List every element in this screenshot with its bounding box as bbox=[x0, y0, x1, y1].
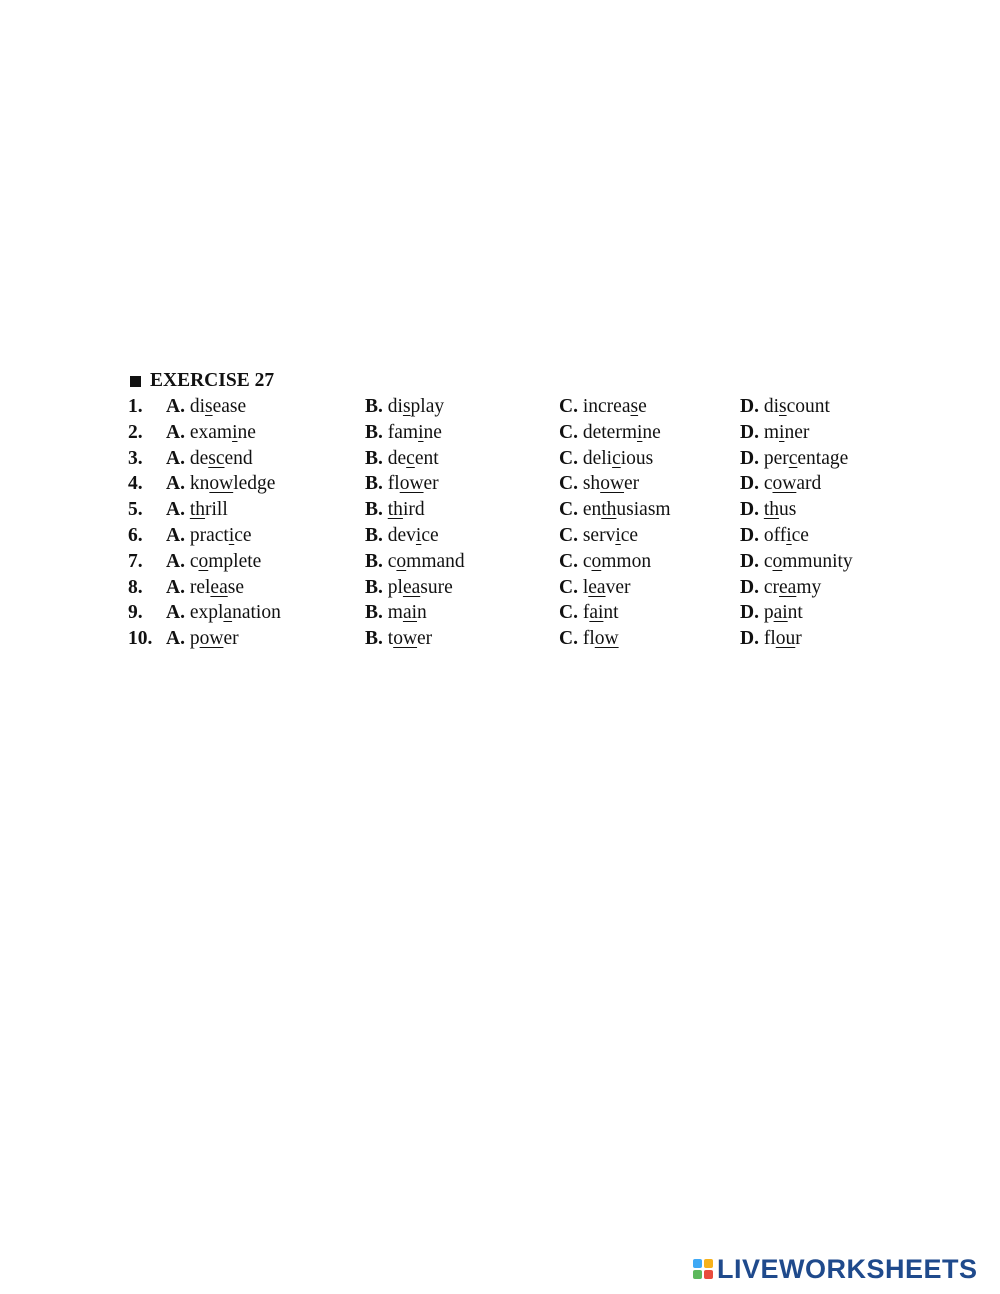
word-part: ner bbox=[784, 421, 810, 443]
underlined-sound: c bbox=[406, 447, 415, 469]
word-part: mplete bbox=[208, 550, 262, 572]
option-letter: B. bbox=[365, 473, 383, 495]
underlined-sound: i bbox=[636, 421, 643, 443]
question-row bbox=[128, 420, 810, 446]
option-letter: A. bbox=[166, 550, 185, 572]
word-part: rill bbox=[205, 499, 228, 521]
option-letter: D. bbox=[740, 396, 759, 417]
word-part: determ bbox=[582, 421, 637, 443]
underlined-sound: ow bbox=[399, 473, 424, 495]
word-part: er bbox=[624, 473, 640, 495]
underlined-sound: th bbox=[387, 499, 403, 521]
word-part: entage bbox=[797, 447, 849, 469]
answer-option bbox=[365, 523, 439, 549]
question-row bbox=[128, 626, 802, 652]
answer-option bbox=[559, 626, 619, 652]
option-letter: C. bbox=[559, 576, 578, 598]
word-part: m bbox=[763, 421, 780, 443]
word-part: de bbox=[387, 447, 407, 469]
word-part: usiasm bbox=[616, 499, 671, 521]
word-part: rel bbox=[189, 576, 211, 598]
underlined-sound: i bbox=[228, 524, 235, 546]
word-part: fam bbox=[387, 421, 419, 443]
question-row bbox=[128, 394, 830, 420]
word-part: fl bbox=[387, 473, 400, 495]
underlined-sound: i bbox=[415, 524, 422, 546]
option-letter: C. bbox=[559, 602, 578, 624]
word-part: us bbox=[779, 499, 797, 521]
option-letter: A. bbox=[166, 576, 185, 598]
option-letter: C. bbox=[559, 421, 578, 443]
word-part: mmon bbox=[601, 550, 652, 572]
option-letter: D. bbox=[740, 576, 759, 598]
answer-option bbox=[740, 394, 830, 420]
question-number: 1. bbox=[128, 396, 143, 417]
underlined-sound: ai bbox=[773, 602, 788, 624]
answer-option bbox=[740, 626, 802, 652]
word-part: ent bbox=[414, 447, 439, 469]
option-letter: B. bbox=[365, 524, 383, 546]
word-part: ease bbox=[212, 396, 247, 417]
underlined-sound: o bbox=[772, 550, 783, 572]
word-part: ce bbox=[421, 524, 439, 546]
answer-option bbox=[365, 420, 442, 446]
option-letter: D. bbox=[740, 473, 759, 495]
question-row bbox=[128, 523, 809, 549]
underlined-sound: i bbox=[232, 421, 238, 443]
question-number: 10. bbox=[128, 628, 153, 650]
answer-option bbox=[365, 575, 453, 601]
underlined-sound: i bbox=[779, 421, 785, 443]
underlined-sound: i bbox=[786, 524, 792, 546]
underlined-sound: ou bbox=[775, 628, 796, 650]
underlined-sound: ea bbox=[402, 576, 421, 598]
question-number: 8. bbox=[128, 576, 143, 598]
option-letter: B. bbox=[365, 396, 383, 417]
answer-option bbox=[559, 394, 647, 420]
underlined-sound: ea bbox=[779, 576, 797, 598]
word-part: t bbox=[387, 628, 394, 650]
answer-option bbox=[365, 497, 425, 523]
word-part: er bbox=[423, 473, 439, 495]
word-part: ledge bbox=[233, 473, 276, 495]
option-letter: B. bbox=[365, 628, 383, 650]
word-part: mmunity bbox=[782, 550, 853, 572]
option-letter: A. bbox=[166, 396, 185, 417]
word-part: c bbox=[189, 550, 199, 572]
option-letter: B. bbox=[365, 421, 383, 443]
option-letter: C. bbox=[559, 550, 578, 572]
word-part: f bbox=[582, 602, 590, 624]
word-part: ard bbox=[796, 473, 822, 495]
word-part: c bbox=[763, 550, 773, 572]
underlined-sound: sc bbox=[208, 447, 225, 469]
question-row bbox=[128, 549, 853, 575]
answer-option bbox=[166, 471, 275, 497]
question-row bbox=[128, 471, 822, 497]
question-number: 9. bbox=[128, 602, 143, 624]
answer-option bbox=[740, 446, 848, 472]
word-part: pl bbox=[387, 576, 403, 598]
underlined-sound: ow bbox=[772, 473, 797, 495]
word-part: sure bbox=[420, 576, 453, 598]
underlined-sound: ow bbox=[600, 473, 625, 495]
underlined-sound: ai bbox=[402, 602, 418, 624]
underlined-sound: ow bbox=[199, 628, 224, 650]
word-part: serv bbox=[582, 524, 616, 546]
option-letter: B. bbox=[365, 602, 383, 624]
word-part: nt bbox=[603, 602, 619, 624]
word-part: dev bbox=[387, 524, 416, 546]
answer-option bbox=[365, 549, 465, 575]
answer-option bbox=[559, 523, 638, 549]
question-number: 5. bbox=[128, 499, 143, 521]
word-part: expl bbox=[189, 602, 224, 624]
option-letter: A. bbox=[166, 421, 185, 443]
word-part: m bbox=[387, 602, 403, 624]
option-letter: C. bbox=[559, 628, 578, 650]
word-part: p bbox=[189, 628, 200, 650]
answer-option bbox=[559, 600, 619, 626]
option-letter: B. bbox=[365, 499, 383, 521]
word-part: c bbox=[763, 473, 773, 495]
word-part: pract bbox=[189, 524, 229, 546]
option-letter: C. bbox=[559, 499, 578, 521]
answer-option bbox=[559, 420, 661, 446]
underlined-sound: o bbox=[396, 550, 407, 572]
word-part: ce bbox=[234, 524, 252, 546]
word-part: ious bbox=[620, 447, 654, 469]
logo-tile bbox=[693, 1270, 702, 1279]
underlined-sound: th bbox=[763, 499, 780, 521]
option-letter: A. bbox=[166, 447, 185, 469]
word-part: off bbox=[763, 524, 787, 546]
word-part: ne bbox=[237, 421, 256, 443]
word-part: e bbox=[638, 396, 647, 417]
word-part: er bbox=[417, 628, 433, 650]
underlined-sound: o bbox=[591, 550, 602, 572]
option-letter: D. bbox=[740, 421, 759, 443]
question-row bbox=[128, 497, 797, 523]
option-letter: A. bbox=[166, 602, 185, 624]
answer-option bbox=[740, 575, 821, 601]
logo-tile bbox=[693, 1259, 702, 1268]
option-letter: C. bbox=[559, 396, 578, 417]
word-part: ce bbox=[620, 524, 639, 546]
question-number: 3. bbox=[128, 447, 143, 469]
exercise-heading bbox=[128, 368, 274, 394]
bullet-square-icon bbox=[130, 376, 141, 387]
word-part: kn bbox=[189, 473, 210, 495]
option-letter: C. bbox=[559, 447, 578, 469]
exercise-block bbox=[128, 368, 853, 652]
answer-option bbox=[740, 549, 853, 575]
answer-option bbox=[166, 523, 252, 549]
logo-tile bbox=[704, 1259, 713, 1268]
question-row bbox=[128, 600, 803, 626]
word-part: r bbox=[795, 628, 802, 650]
exercise-title: EXERCISE 27 bbox=[150, 370, 275, 391]
word-part: de bbox=[189, 447, 209, 469]
answer-option bbox=[166, 575, 244, 601]
word-part: exam bbox=[189, 421, 233, 443]
word-part: ne bbox=[423, 421, 442, 443]
answer-option bbox=[559, 497, 671, 523]
underlined-sound: ow bbox=[393, 628, 418, 650]
word-part: ne bbox=[642, 421, 661, 443]
question-row bbox=[128, 575, 822, 601]
answer-option bbox=[365, 446, 439, 472]
underlined-sound: ow bbox=[594, 628, 619, 650]
underlined-sound: s bbox=[779, 396, 787, 417]
word-part: mmand bbox=[406, 550, 465, 572]
option-letter: A. bbox=[166, 499, 185, 521]
word-part: ver bbox=[605, 576, 631, 598]
answer-option bbox=[559, 446, 653, 472]
word-part: increa bbox=[582, 396, 631, 417]
option-letter: B. bbox=[365, 576, 383, 598]
word-part: er bbox=[223, 628, 239, 650]
liveworksheets-logo bbox=[693, 1254, 978, 1284]
option-letter: B. bbox=[365, 550, 383, 572]
question-list bbox=[128, 394, 853, 652]
option-letter: D. bbox=[740, 628, 759, 650]
answer-option bbox=[166, 446, 253, 472]
answer-option bbox=[740, 471, 821, 497]
answer-option bbox=[166, 626, 239, 652]
word-part: c bbox=[582, 550, 592, 572]
word-part: end bbox=[224, 447, 253, 469]
word-part: ce bbox=[791, 524, 809, 546]
underlined-sound: th bbox=[601, 499, 617, 521]
option-letter: C. bbox=[559, 473, 578, 495]
question-number: 7. bbox=[128, 550, 143, 572]
underlined-sound: o bbox=[198, 550, 209, 572]
option-letter: D. bbox=[740, 524, 759, 546]
word-part: sh bbox=[582, 473, 601, 495]
question-number: 2. bbox=[128, 421, 143, 443]
underlined-sound: a bbox=[223, 602, 233, 624]
answer-option bbox=[166, 394, 246, 420]
option-letter: A. bbox=[166, 628, 185, 650]
underlined-sound: ea bbox=[210, 576, 228, 598]
word-part: en bbox=[582, 499, 602, 521]
word-part: count bbox=[786, 396, 830, 417]
option-letter: A. bbox=[166, 473, 185, 495]
word-part: fl bbox=[582, 628, 595, 650]
logo-tile bbox=[704, 1270, 713, 1279]
word-part: my bbox=[796, 576, 822, 598]
option-letter: C. bbox=[559, 524, 578, 546]
option-letter: B. bbox=[365, 447, 383, 469]
underlined-sound: i bbox=[615, 524, 621, 546]
answer-option bbox=[559, 471, 639, 497]
answer-option bbox=[365, 471, 439, 497]
answer-option bbox=[166, 600, 281, 626]
word-part: di bbox=[189, 396, 206, 417]
answer-option bbox=[365, 600, 427, 626]
question-number: 6. bbox=[128, 524, 143, 546]
underlined-sound: s bbox=[402, 396, 411, 417]
answer-option bbox=[365, 626, 432, 652]
underlined-sound: c bbox=[788, 447, 798, 469]
word-part: play bbox=[410, 396, 445, 417]
underlined-sound: ea bbox=[588, 576, 606, 598]
logo-text: LIVEWORKSHEETS bbox=[717, 1254, 978, 1284]
answer-option bbox=[740, 600, 803, 626]
word-part: fl bbox=[763, 628, 776, 650]
word-part: di bbox=[763, 396, 780, 417]
word-part: p bbox=[763, 602, 774, 624]
answer-option bbox=[166, 420, 256, 446]
question-row bbox=[128, 446, 849, 472]
logo-tiles-icon bbox=[693, 1259, 713, 1279]
word-part: per bbox=[763, 447, 789, 469]
underlined-sound: s bbox=[630, 396, 639, 417]
underlined-sound: c bbox=[612, 447, 621, 469]
word-part: deli bbox=[582, 447, 613, 469]
option-letter: D. bbox=[740, 550, 759, 572]
answer-option bbox=[166, 497, 228, 523]
word-part: cr bbox=[763, 576, 779, 598]
question-number: 4. bbox=[128, 473, 143, 495]
answer-option bbox=[559, 549, 651, 575]
word-part: se bbox=[227, 576, 244, 598]
word-part: nt bbox=[787, 602, 803, 624]
answer-option bbox=[740, 420, 809, 446]
answer-option bbox=[740, 497, 796, 523]
answer-option bbox=[365, 394, 444, 420]
underlined-sound: s bbox=[205, 396, 213, 417]
answer-option bbox=[740, 523, 809, 549]
underlined-sound: ai bbox=[589, 602, 604, 624]
answer-option bbox=[559, 575, 630, 601]
underlined-sound: th bbox=[189, 499, 206, 521]
word-part: l bbox=[582, 576, 589, 598]
answer-option bbox=[166, 549, 261, 575]
word-part: c bbox=[387, 550, 397, 572]
underlined-sound: ow bbox=[209, 473, 234, 495]
option-letter: D. bbox=[740, 602, 759, 624]
word-part: n bbox=[417, 602, 427, 624]
word-part: di bbox=[387, 396, 403, 417]
option-letter: D. bbox=[740, 499, 759, 521]
option-letter: A. bbox=[166, 524, 185, 546]
word-part: ird bbox=[402, 499, 425, 521]
word-part: nation bbox=[232, 602, 281, 624]
underlined-sound: i bbox=[418, 421, 424, 443]
option-letter: D. bbox=[740, 447, 759, 469]
